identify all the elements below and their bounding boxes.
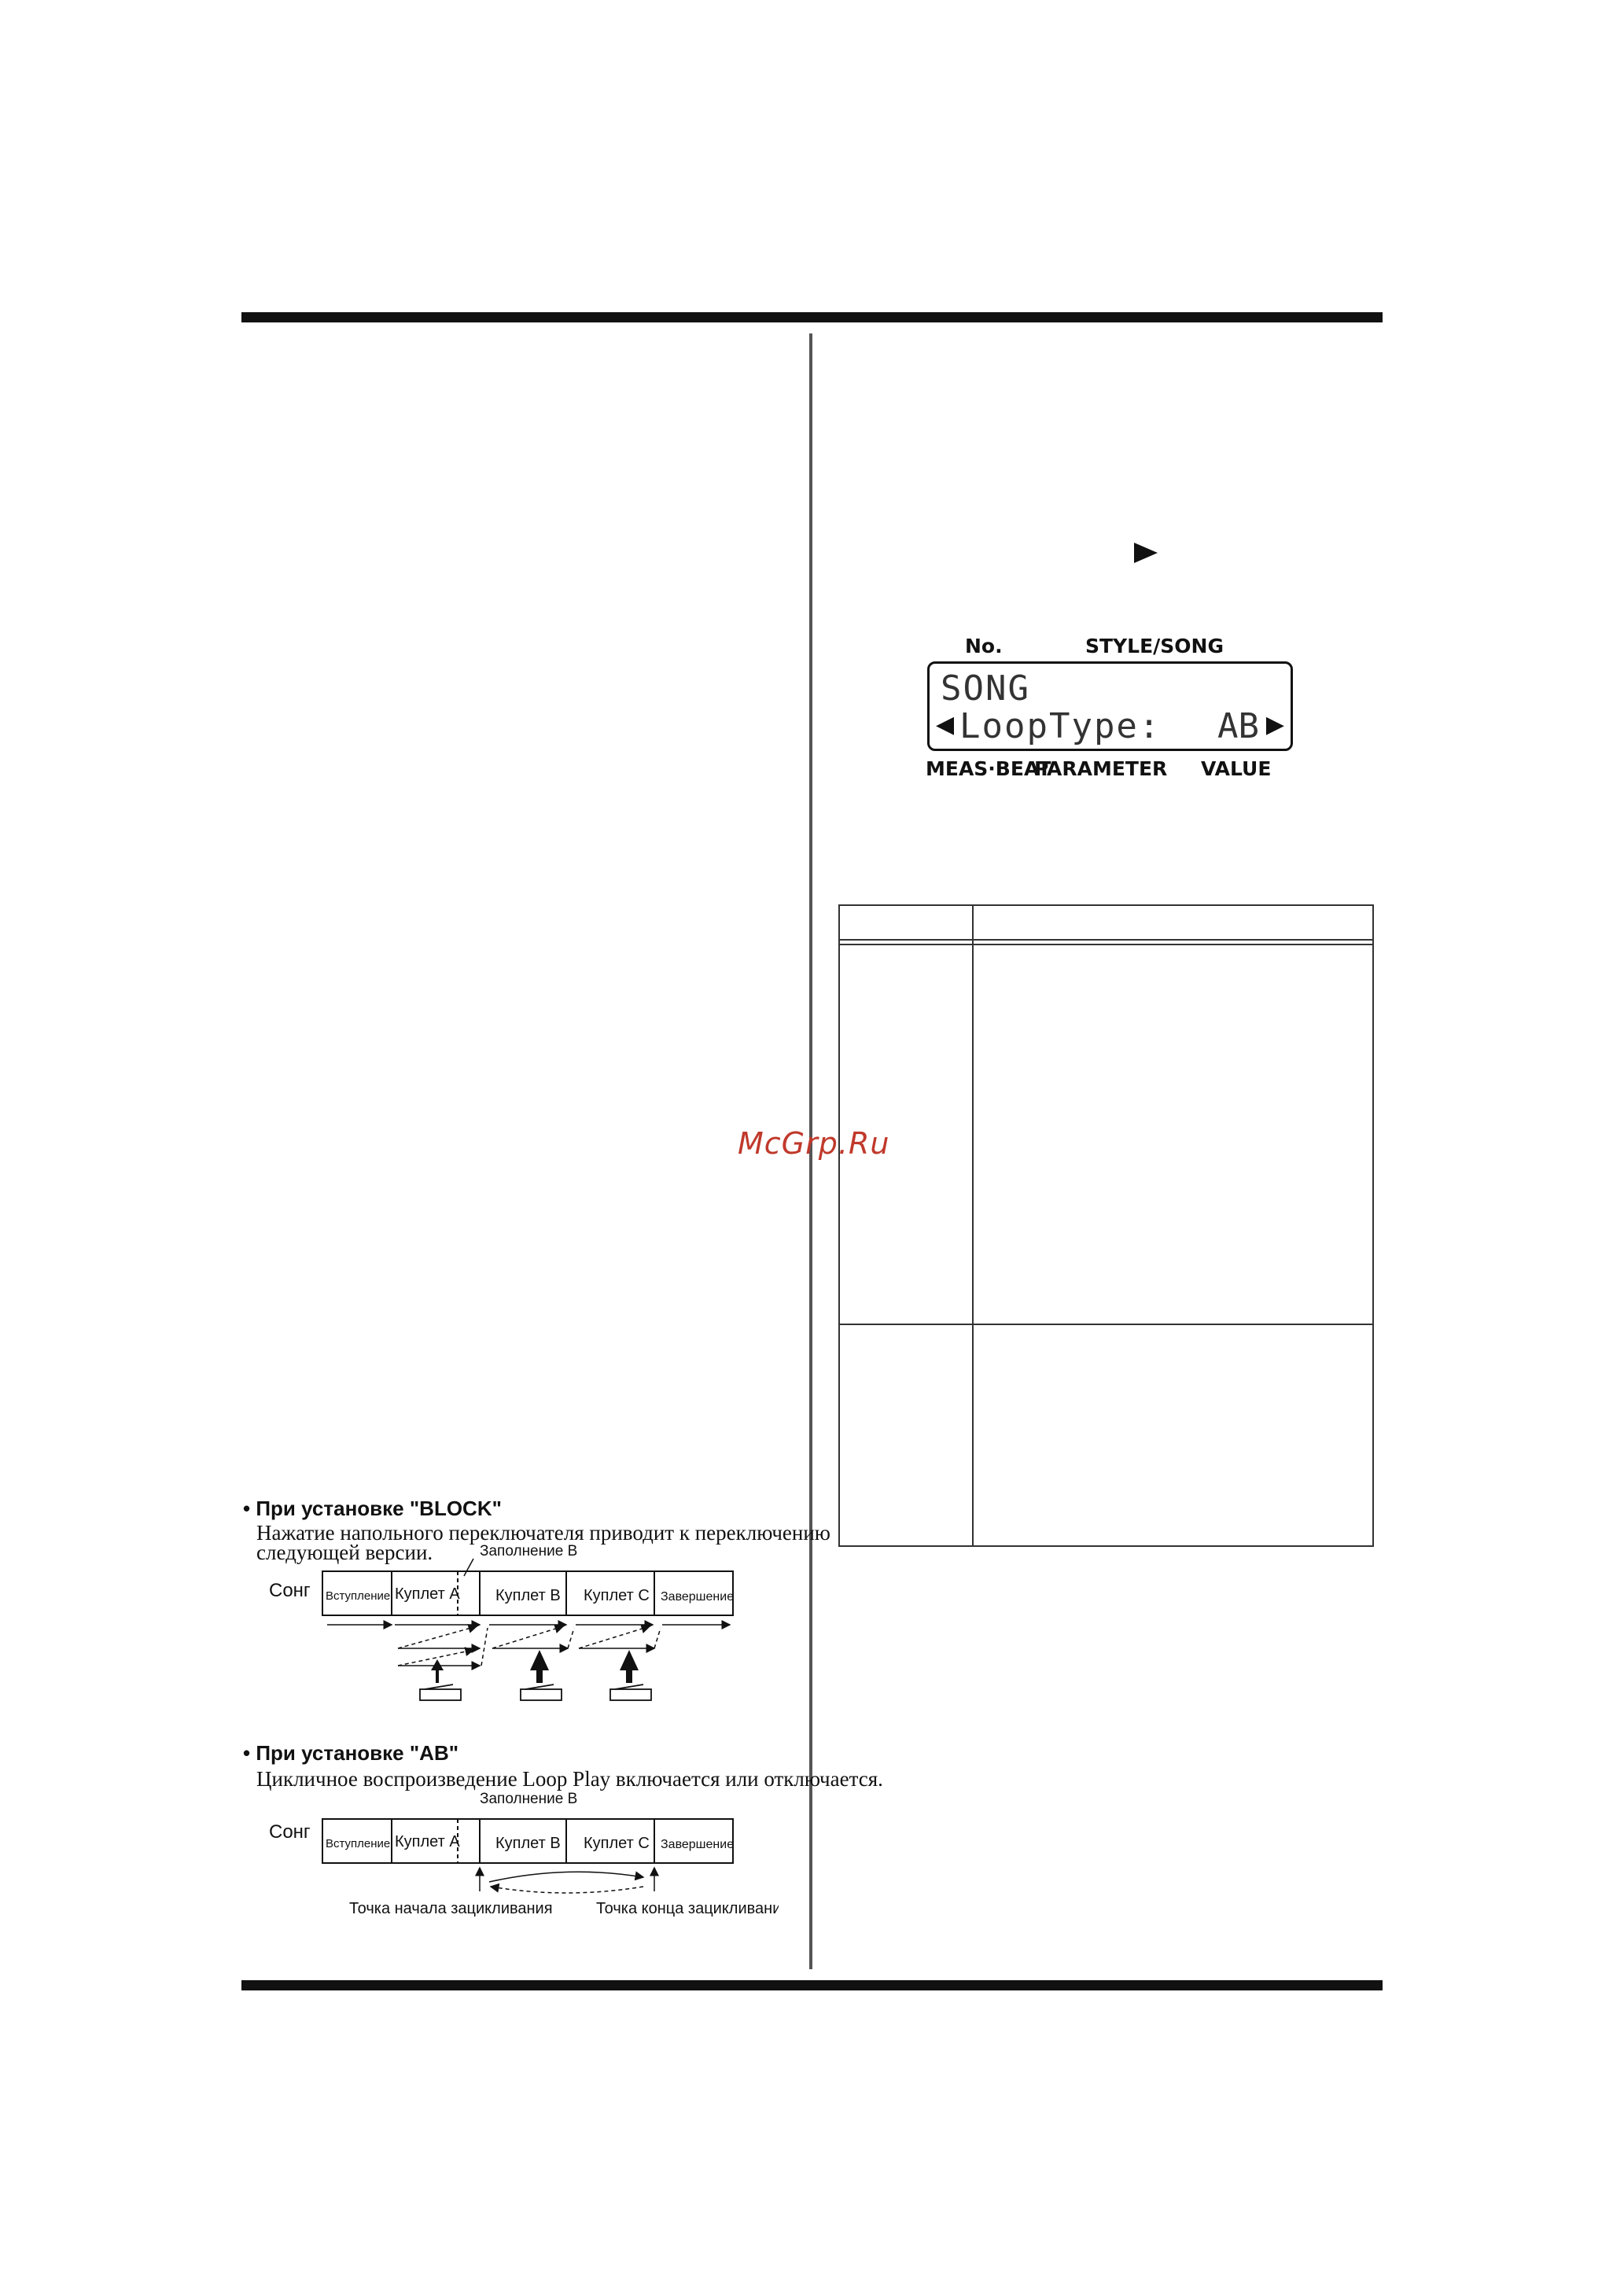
lcd-label-no: No.: [965, 635, 1003, 657]
lcd-label-parameter: PARAMETER: [1034, 757, 1168, 780]
ab-segment-verse-c: Куплет C: [584, 1835, 650, 1852]
lcd-label-style-song: STYLE/SONG: [1085, 635, 1224, 657]
top-rule: [241, 312, 1383, 322]
block-segment-verse-c: Куплет C: [584, 1587, 650, 1604]
right-arrow-icon: ▶: [1265, 712, 1284, 738]
block-diagram: [260, 1540, 763, 1717]
table-header-rule: [840, 939, 1372, 941]
ab-song-label: Сонг: [269, 1821, 311, 1843]
block-segment-intro: Вступление: [326, 1589, 391, 1603]
parameter-table: [838, 904, 1374, 1547]
ab-segment-intro: Вступление: [326, 1837, 391, 1850]
ab-heading: • При установке "AB": [243, 1741, 459, 1765]
left-arrow-icon: ◀: [936, 712, 955, 738]
lcd-line-1: SONG: [941, 668, 1030, 709]
ab-diagram: [260, 1789, 779, 1935]
table-header-rule-double: [840, 944, 1372, 945]
ab-segment-verse-a: Куплет A: [395, 1833, 460, 1850]
lcd-label-value: VALUE: [1201, 757, 1272, 780]
watermark: McGrp.Ru: [738, 1126, 890, 1161]
block-text-line-2: следующей версии.: [256, 1541, 433, 1564]
table-column-divider: [972, 906, 974, 1545]
bottom-rule: [241, 1980, 1383, 1990]
ab-loop-end-label: Точка конца зацикливания: [596, 1900, 779, 1917]
ab-text-line-1: Цикличное воспроизведение Loop Play включается или отключается.: [256, 1767, 883, 1791]
block-fill-label: Заполнение B: [480, 1543, 578, 1559]
footswitch-icon: [610, 1650, 651, 1700]
footswitch-icon: [521, 1650, 562, 1700]
block-segment-ending: Завершение: [661, 1590, 735, 1604]
ab-loop-start-label: Точка начала зацикливания: [349, 1900, 553, 1917]
play-icon: [1132, 541, 1159, 565]
block-segment-verse-b: Куплет B: [495, 1587, 561, 1604]
block-segment-verse-a: Куплет A: [395, 1585, 460, 1603]
lcd-label-meas-beat: MEAS·BEAT: [926, 757, 1051, 780]
ab-fill-label: Заполнение B: [480, 1791, 578, 1807]
block-song-label: Сонг: [269, 1580, 311, 1601]
ab-segment-ending: Завершение: [661, 1838, 735, 1851]
block-text-line-1: Нажатие напольного переключателя приводит к переключению: [256, 1521, 830, 1545]
lcd-parameter: LoopType:: [959, 706, 1162, 746]
ab-segment-verse-b: Куплет B: [495, 1835, 561, 1852]
block-heading: • При установке "BLOCK": [243, 1497, 502, 1520]
table-row-divider: [840, 1324, 1372, 1325]
lcd-screen: [927, 661, 1293, 751]
lcd-value: AB: [1217, 706, 1259, 746]
